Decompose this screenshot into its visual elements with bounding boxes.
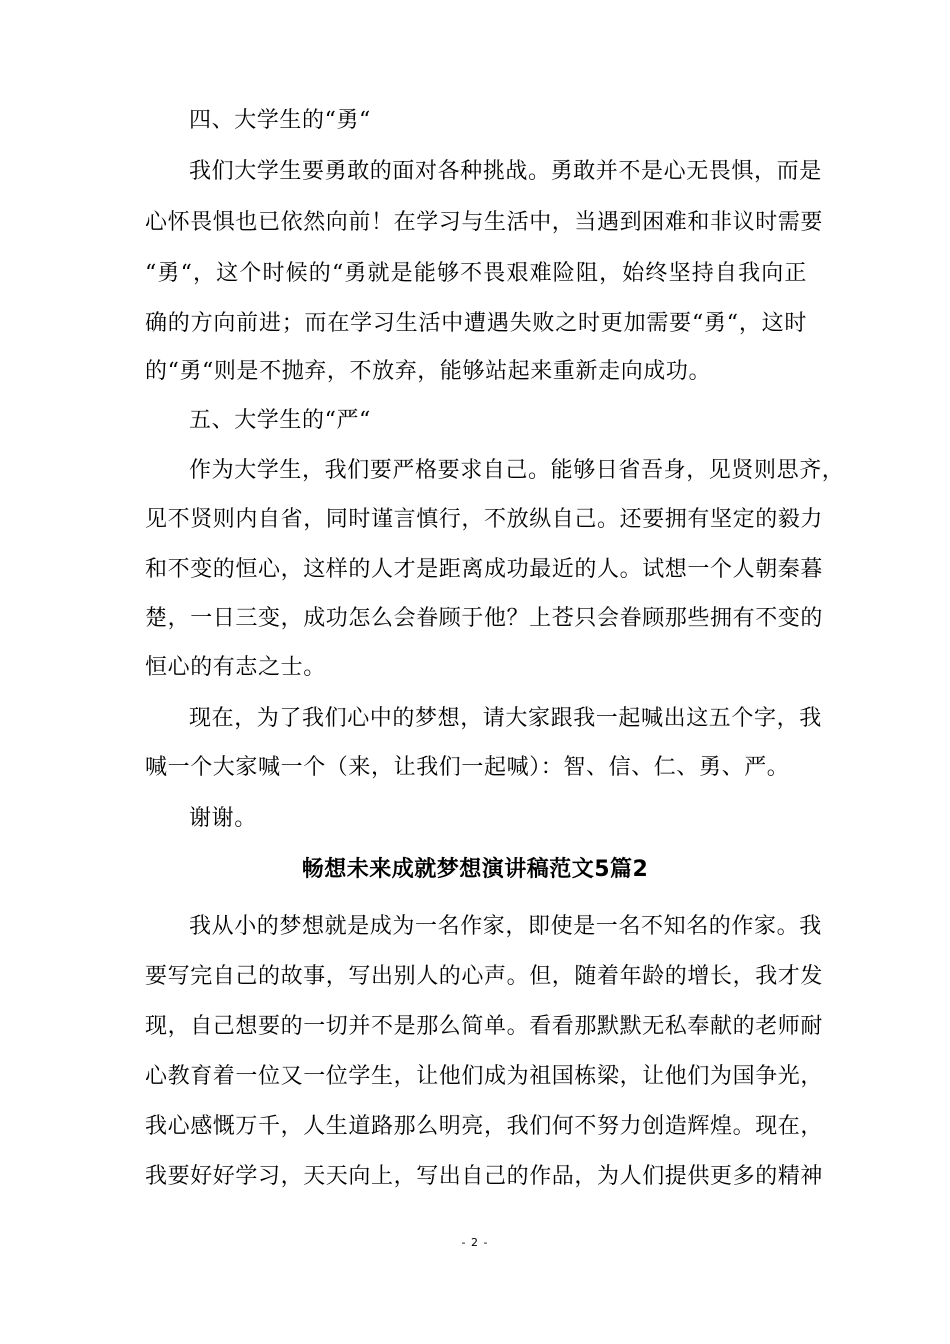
paragraph-line: 确的方向前进；而在学习生活中遭遇失败之时更加需要“勇“，这时: [145, 311, 807, 336]
section-title: 畅想未来成就梦想演讲稿范文5篇2: [301, 857, 649, 882]
paragraph-line: 的“勇“则是不抛弃，不放弃，能够站起来重新走向成功。: [145, 359, 712, 384]
paragraph-line: 作为大学生，我们要严格要求自己。能够日省吾身，见贤则思齐，: [189, 458, 845, 483]
paragraph-line: 要写完自己的故事，写出别人的心声。但，随着年龄的增长，我才发: [145, 964, 824, 989]
paragraph-line: 我要好好学习，天天向上，写出自己的作品，为人们提供更多的精神: [145, 1164, 824, 1189]
paragraph-line: 恒心的有志之士。: [145, 655, 326, 680]
paragraph-line: 我心感慨万千，人生道路那么明亮，我们何不努力创造辉煌。现在，: [145, 1114, 824, 1139]
paragraph-line: 现在，为了我们心中的梦想，请大家跟我一起喊出这五个字，我: [189, 706, 822, 731]
paragraph-line: “勇“，这个时候的“勇就是能够不畏艰难险阻，始终坚持自我向正: [145, 261, 807, 286]
paragraph-line: 心教育着一位又一位学生，让他们成为祖国栋梁，让他们为国争光，: [145, 1064, 824, 1089]
paragraph-line: 现，自己想要的一切并不是那么简单。看看那默默无私奉献的老师耐: [145, 1014, 824, 1039]
paragraph-line: 我们大学生要勇敢的面对各种挑战。勇敢并不是心无畏惧，而是: [189, 159, 822, 184]
heading-five-strict: 五、大学生的“严“: [189, 408, 371, 433]
paragraph-line: 楚，一日三变，成功怎么会眷顾于他？上苍只会眷顾那些拥有不变的: [145, 606, 824, 631]
paragraph-line: 见不贤则内自省，同时谨言慎行，不放纵自己。还要拥有坚定的毅力: [145, 507, 824, 532]
paragraph-line: 喊一个大家喊一个（来，让我们一起喊）：智、信、仁、勇、严。: [145, 755, 790, 780]
page-number: - 2 -: [461, 1236, 489, 1249]
paragraph-line: 和不变的恒心，这样的人才是距离成功最近的人。试想一个人朝秦暮: [145, 557, 824, 582]
paragraph-line: 我从小的梦想就是成为一名作家，即使是一名不知名的作家。我: [189, 914, 822, 939]
closing-thanks: 谢谢。: [189, 806, 257, 831]
paragraph-line: 心怀畏惧也已依然向前！在学习与生活中，当遇到困难和非议时需要: [145, 210, 824, 235]
heading-four-courage: 四、大学生的“勇“: [189, 108, 371, 133]
